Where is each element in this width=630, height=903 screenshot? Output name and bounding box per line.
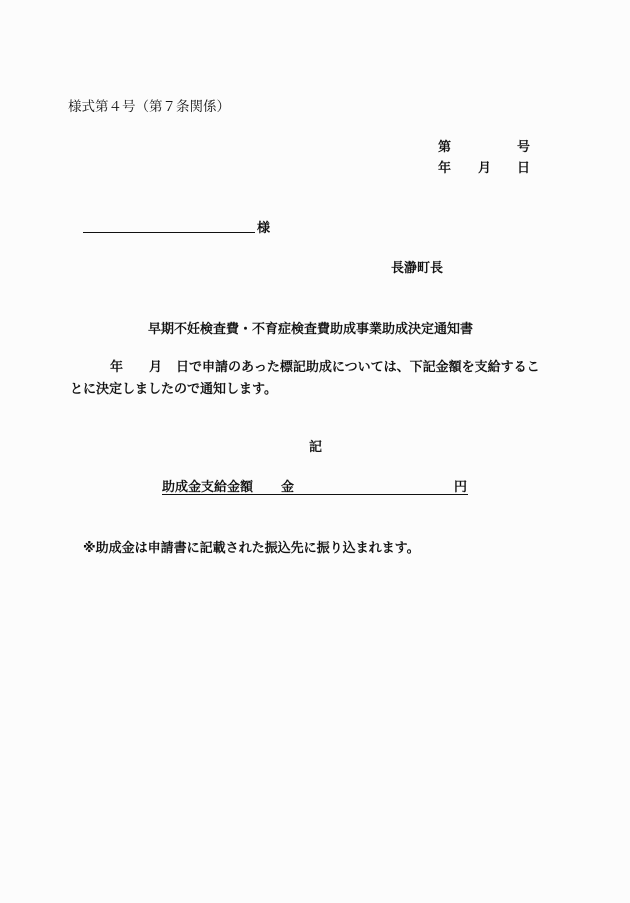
ki-heading: 記 <box>309 440 323 455</box>
amount-kin: 金 <box>281 480 295 495</box>
body-month: 月 <box>149 360 163 375</box>
payment-note: ※助成金は申請書に記載された振込先に振り込まれます。 <box>83 541 420 556</box>
recipient-suffix: 様 <box>257 221 271 236</box>
sender: 長瀞町長 <box>391 261 444 276</box>
form-label: 様式第４号（第７条関係） <box>68 99 230 115</box>
doc-number-suffix: 号 <box>517 140 531 155</box>
body-line1: 日で申請のあった標記助成については、下記金額を支給するこ <box>176 360 540 375</box>
doc-date-year: 年 <box>438 161 452 176</box>
body-line2: とに決定しましたので通知します。 <box>70 382 277 397</box>
doc-number-prefix: 第 <box>438 140 452 155</box>
amount-yen: 円 <box>454 480 468 495</box>
doc-date-day: 日 <box>517 161 531 176</box>
recipient-name-line <box>83 232 255 233</box>
body-year: 年 <box>110 360 124 375</box>
doc-date-month: 月 <box>478 161 492 176</box>
document-title: 早期不妊検査費・不育症検査費助成事業助成決定通知書 <box>148 322 474 337</box>
amount-label: 助成金支給金額 <box>162 480 254 495</box>
amount-row <box>162 476 468 495</box>
